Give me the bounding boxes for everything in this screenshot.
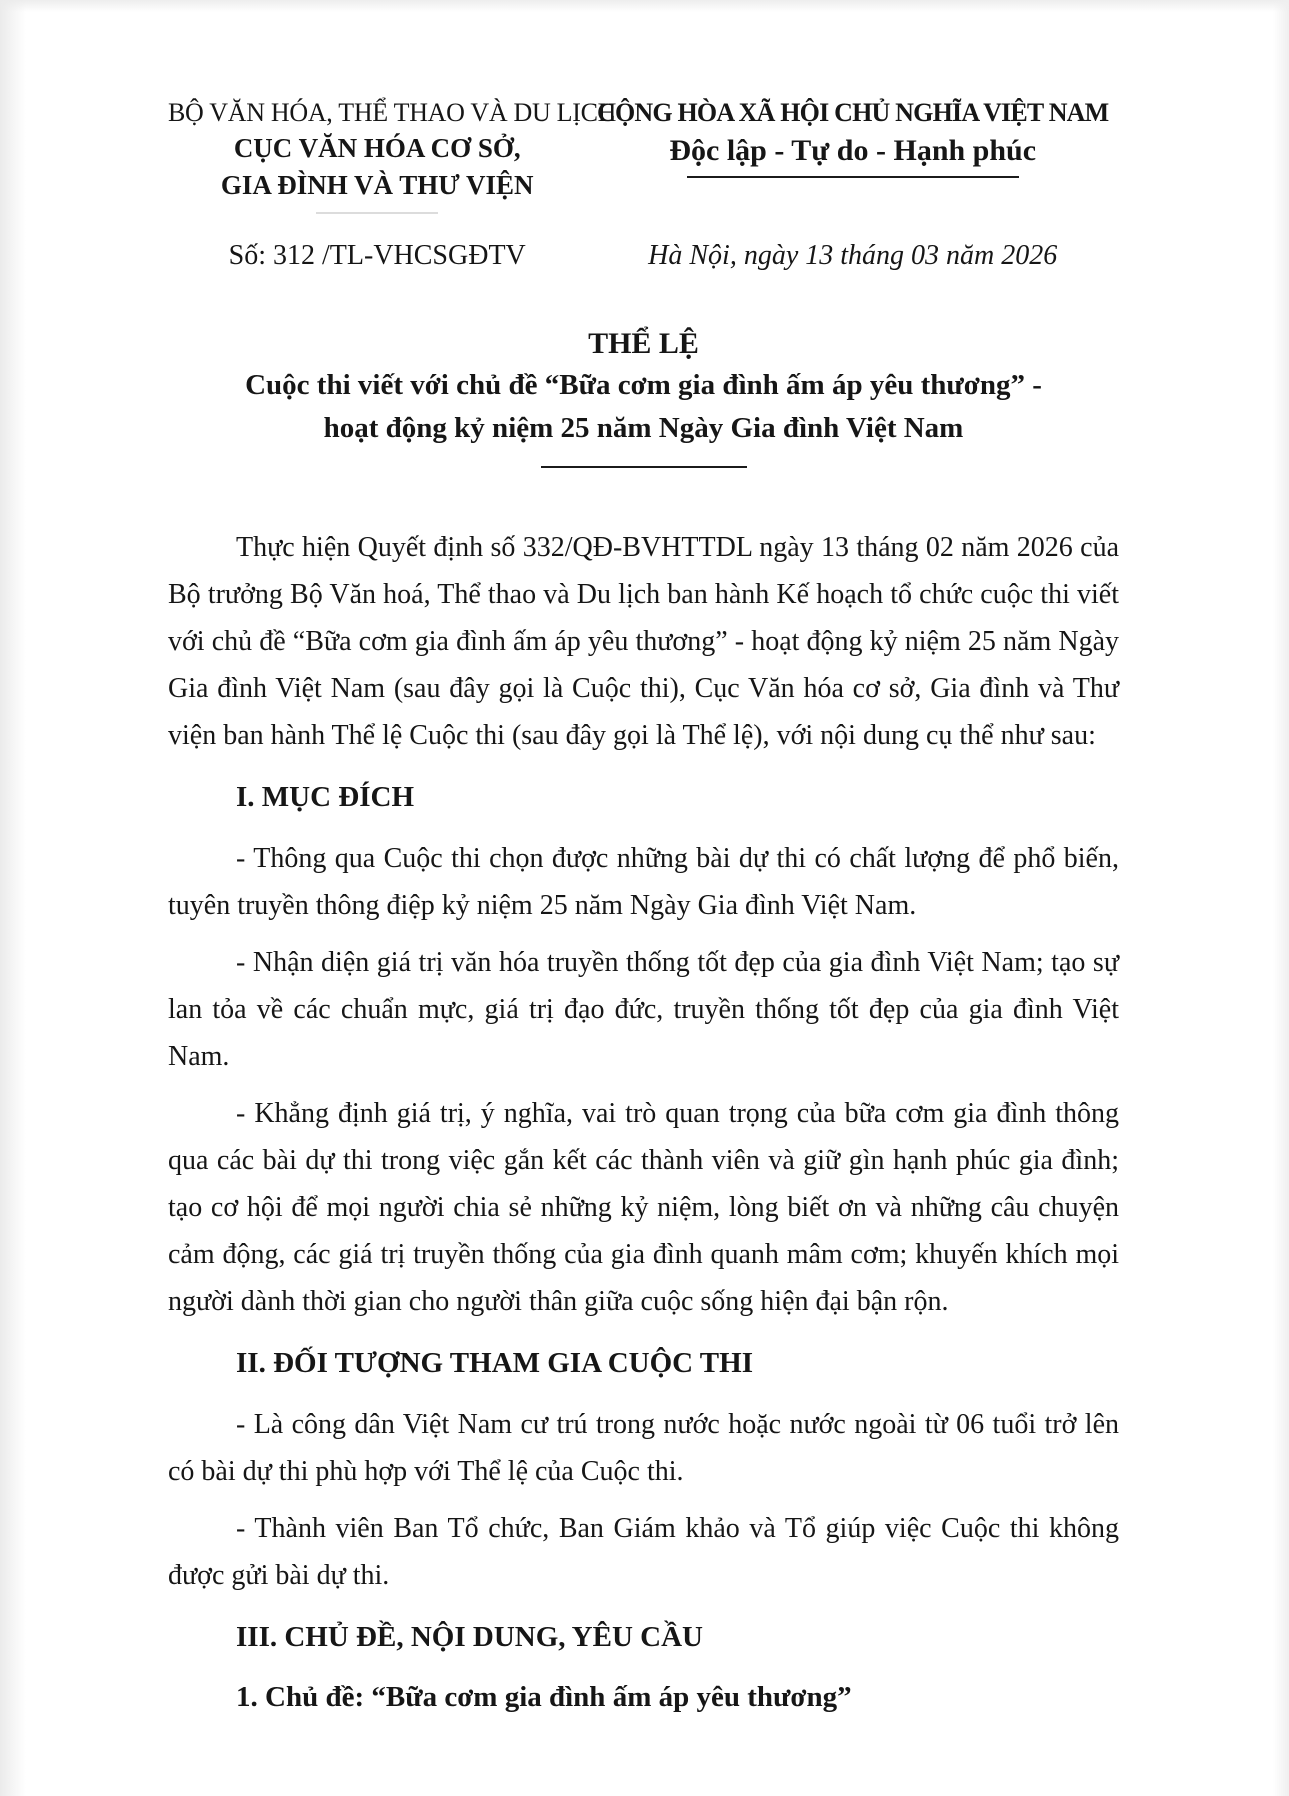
agency-name-line1: CỤC VĂN HÓA CƠ SỞ, bbox=[233, 133, 521, 163]
document-title: THỂ LỆ bbox=[588, 327, 699, 360]
motto-divider-line bbox=[687, 176, 1019, 178]
section-heading-3: III. CHỦ ĐỀ, NỘI DUNG, YÊU CẦU bbox=[236, 1621, 703, 1653]
title-divider-line bbox=[541, 466, 747, 468]
agency-divider-line bbox=[316, 212, 438, 214]
document-number: Số: 312 /TL-VHCSGĐTV bbox=[228, 240, 526, 271]
paragraph: - Thông qua Cuộc thi chọn được những bài dự thi có chất lượng để phổ biến, tuyên truyền thông điệp kỷ niệm 25 năm Ngày Gia đình Việt Nam. bbox=[168, 843, 1119, 921]
paragraph: - Thành viên Ban Tổ chức, Ban Giám khảo và Tổ giúp việc Cuộc thi không được gửi bài dự thi. bbox=[168, 1513, 1119, 1591]
document-content bbox=[168, 524, 1119, 1719]
document-subtitle-line2: hoạt động kỷ niệm 25 năm Ngày Gia đình Việt Nam bbox=[323, 412, 964, 444]
intro-paragraph: Thực hiện Quyết định số 332/QĐ-BVHTTDL ngày 13 tháng 02 năm 2026 của Bộ trưởng Bộ Văn hoá, Thể thao và Du lịch ban hành Kế hoạch tổ chức cuộc thi viết với chủ đề “Bữa cơm gia đình ấm áp yêu thương” - hoạt động kỷ niệm 25 năm Ngày Gia đình Việt Nam (sau đây gọi là Cuộc thi), Cục Văn hóa cơ sở, Gia đình và Thư viện ban hành Thể lệ Cuộc thi (sau đây gọi là Thể lệ), với nội dung cụ thể như sau: bbox=[168, 532, 1119, 751]
agency-name-line2: GIA ĐÌNH VÀ THƯ VIỆN bbox=[220, 170, 534, 200]
section-subheading-theme: 1. Chủ đề: “Bữa cơm gia đình ấm áp yêu thương” bbox=[236, 1681, 852, 1713]
section-heading-1: I. MỤC ĐÍCH bbox=[236, 781, 415, 813]
national-title: CỘNG HÒA XÃ HỘI CHỦ NGHĨA VIỆT NAM bbox=[597, 98, 1109, 127]
national-motto: Độc lập - Tự do - Hạnh phúc bbox=[669, 134, 1037, 167]
document-header bbox=[168, 96, 1119, 214]
parent-ministry-name: BỘ VĂN HÓA, THỂ THAO VÀ DU LỊCH bbox=[168, 98, 617, 127]
document-subtitle-line1: Cuộc thi viết với chủ đề “Bữa cơm gia đình ấm áp yêu thương” - bbox=[245, 369, 1042, 401]
section-heading-2: II. ĐỐI TƯỢNG THAM GIA CUỘC THI bbox=[236, 1347, 753, 1379]
document-title-block bbox=[168, 324, 1119, 468]
national-header-block bbox=[586, 96, 1119, 214]
place-and-date: Hà Nội, ngày 13 tháng 03 năm 2026 bbox=[648, 240, 1058, 271]
issuing-agency-block bbox=[168, 96, 617, 214]
paragraph: - Là công dân Việt Nam cư trú trong nước hoặc nước ngoài từ 06 tuổi trở lên có bài dự thi phù hợp với Thể lệ của Cuộc thi. bbox=[168, 1409, 1119, 1487]
paragraph: - Khẳng định giá trị, ý nghĩa, vai trò quan trọng của bữa cơm gia đình thông qua các bài dự thi trong việc gắn kết các thành viên và giữ gìn hạnh phúc gia đình; tạo cơ hội để mọi người chia sẻ những kỷ niệm, lòng biết ơn và những câu chuyện cảm động, các giá trị truyền thống của gia đình quanh mâm cơm; khuyến khích mọi người dành thời gian cho người thân giữa cuộc sống hiện đại bận rộn. bbox=[168, 1098, 1119, 1317]
paragraph: - Nhận diện giá trị văn hóa truyền thống tốt đẹp của gia đình Việt Nam; tạo sự lan tỏa về các chuẩn mực, giá trị đạo đức, truyền thống tốt đẹp của gia đình Việt Nam. bbox=[168, 947, 1119, 1072]
document-meta-row bbox=[168, 240, 1119, 272]
